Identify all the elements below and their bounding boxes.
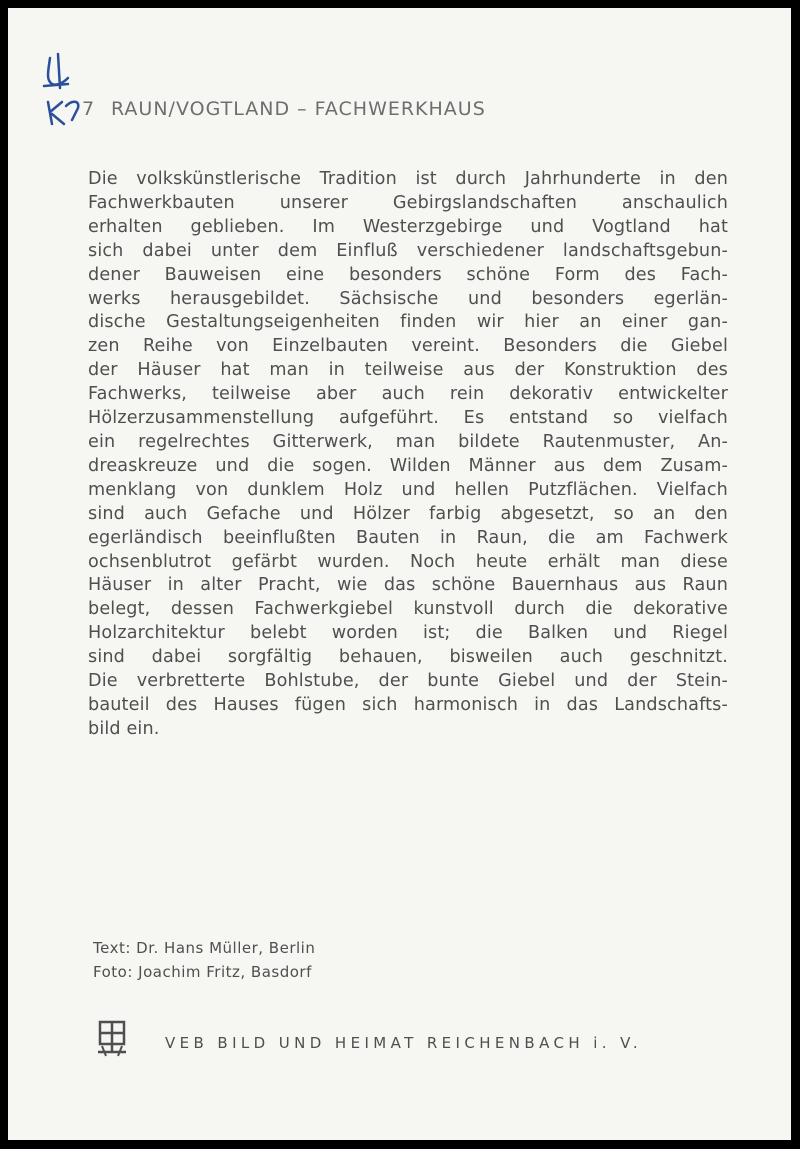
body-line: dische Gestaltungseigenheiten finden wir hier an einer gan- — [88, 312, 728, 333]
title-number: 7 — [82, 98, 95, 120]
body-line: zen Reihe von Einzelbauten vereint. Besonders die Giebel — [88, 336, 728, 357]
photo-credit: Foto: Joachim Fritz, Basdorf — [93, 963, 312, 981]
body-line: Hölzerzusammenstellung aufgeführt. Es entstand so vielfach — [88, 408, 728, 429]
body-line: egerländisch beeinflußten Bauten in Raun, die am Fachwerk — [88, 527, 728, 548]
body-line: bauteil des Hauses fügen sich harmonisch in das Landschafts- — [88, 694, 728, 715]
body-line: Die volkskünstlerische Tradition ist durch Jahrhunderte in den — [88, 169, 728, 189]
body-line: menklang von dunklem Holz und hellen Putzflächen. Vielfach — [88, 479, 728, 500]
body-line: sind auch Gefache und Hölzer farbig abgesetzt, so an den — [88, 503, 728, 524]
body-line: sind dabei sorgfältig behauen, bisweilen auch geschnitzt. — [88, 647, 728, 668]
body-text — [88, 168, 728, 742]
body-line: der Häuser hat man in teilweise aus der Konstruktion des — [88, 360, 728, 381]
body-line: Die verbretterte Bohlstube, der bunte Giebel und der Stein- — [88, 671, 728, 692]
handwritten-note-mark — [38, 50, 88, 130]
body-line: Fachwerks, teilweise aber auch rein dekorativ entwickelter — [88, 384, 728, 405]
body-line: dreaskreuze und die sogen. Wilden Männer aus dem Zusam- — [88, 455, 728, 476]
body-line: ein regelrechtes Gitterwerk, man bildete Rautenmuster, An- — [88, 431, 728, 452]
body-line: werks herausgebildet. Sächsische und besonders egerlän- — [88, 288, 728, 309]
postcard-back — [8, 8, 791, 1140]
body-line: dener Bauweisen eine besonders schöne Form des Fach- — [88, 264, 728, 285]
body-line: Holzarchitektur belebt worden ist; die Balken und Riegel — [88, 623, 728, 644]
text-credit: Text: Dr. Hans Müller, Berlin — [93, 939, 316, 957]
body-line: sich dabei unter dem Einfluß verschiedener landschaftsgebun- — [88, 240, 728, 261]
body-line: ochsenblutrot gefärbt wurden. Noch heute erhält man diese — [88, 551, 728, 572]
page-title: RAUN/VOGTLAND – FACHWERKHAUS — [111, 98, 486, 120]
body-line: belegt, dessen Fachwerkgiebel kunstvoll durch die dekorative — [88, 599, 728, 620]
publisher-logo-icon — [96, 1020, 128, 1058]
body-line: bild ein. — [88, 718, 160, 739]
body-line: Häuser in alter Pracht, wie das schöne Bauernhaus aus Raun — [88, 575, 728, 596]
body-line: erhalten geblieben. Im Westerzgebirge und Vogtland hat — [88, 216, 728, 237]
body-line: Fachwerkbauten unserer Gebirgslandschaften anschaulich — [88, 192, 728, 213]
credits — [93, 936, 315, 984]
publisher-name: VEB BILD UND HEIMAT REICHENBACH i. V. — [165, 1034, 643, 1052]
